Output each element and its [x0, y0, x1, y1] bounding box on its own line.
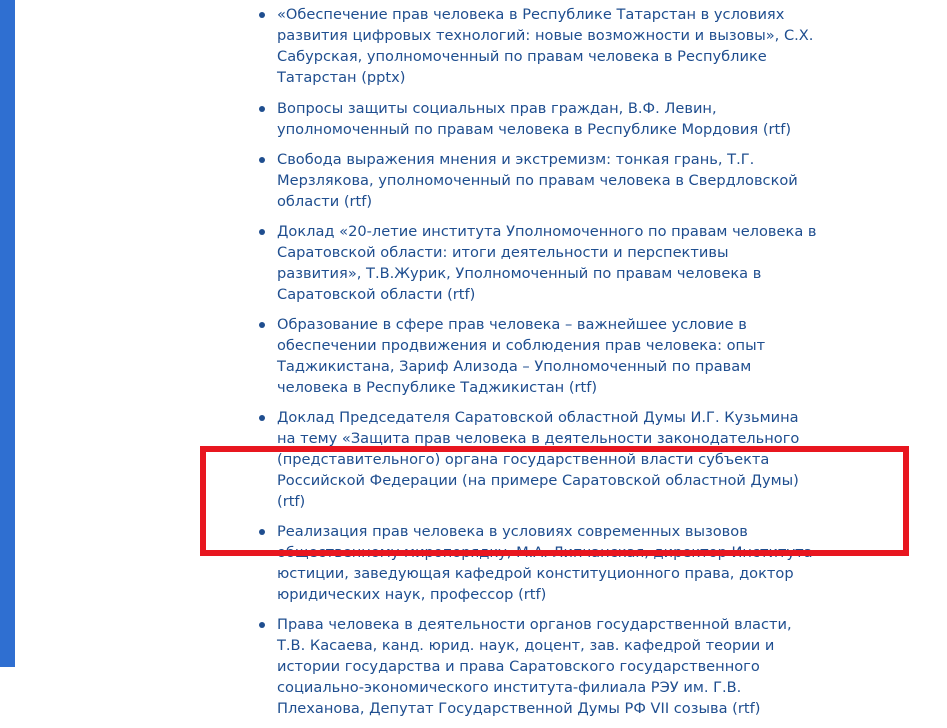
bullet-icon — [259, 529, 265, 535]
document-link[interactable]: «Обеспечение прав человека в Республике Татарстан в условиях развития цифровых технологий: новые возможности и вызовы», С.Х. Сабурская, уполномоченный по правам человека в Республике Татарстан (pptx) — [277, 6, 814, 86]
bullet-icon — [259, 12, 265, 18]
list-item — [277, 221, 817, 305]
document-link[interactable]: Образование в сфере прав человека – важнейшее условие в обеспечении продвижения и соблюдения прав человека: опыт Таджикистана, Зариф Ализода – Уполномоченный по правам человека в Республике Таджикистан (rtf) — [277, 316, 766, 396]
document-list — [277, 4, 817, 728]
document-link[interactable]: Доклад «20-летие института Уполномоченного по правам человека в Саратовской области: итоги деятельности и перспективы развития», Т.В.Журик, Уполномоченный по правам человека в Саратовской области (rtf) — [277, 223, 817, 303]
list-item — [277, 407, 817, 512]
document-link[interactable]: Реализация прав человека в условиях современных вызовов общественному миропорядку, М.А. Липчанская, директор Института юстиции, заведующая кафедрой конституционного права, доктор юридических наук, профессор (rtf) — [277, 523, 813, 603]
document-link[interactable]: Вопросы защиты социальных прав граждан, В.Ф. Левин, уполномоченный по правам человека в Республике Мордовия (rtf) — [277, 100, 792, 138]
list-item — [277, 98, 817, 140]
bullet-icon — [259, 415, 265, 421]
list-item — [277, 314, 817, 398]
list-item — [277, 149, 817, 212]
document-link[interactable]: Свобода выражения мнения и экстремизм: тонкая грань, Т.Г. Мерзлякова, уполномоченный по правам человека в Свердловской области (rtf) — [277, 151, 798, 210]
list-item-highlighted — [277, 521, 817, 605]
list-item — [277, 4, 817, 88]
bullet-icon — [259, 322, 265, 328]
bullet-icon — [259, 622, 265, 628]
bullet-icon — [259, 229, 265, 235]
bullet-icon — [259, 157, 265, 163]
document-link[interactable]: Права человека в деятельности органов государственной власти, Т.В. Касаева, канд. юрид. наук, доцент, зав. кафедрой теории и истории государства и права Саратовского государственного социально-экономического института-филиала РЭУ им. Г.В. Плеханова, Депутат Государственной Думы РФ VII созыва (rtf) — [277, 616, 792, 717]
left-accent-stripe — [0, 0, 15, 667]
bullet-icon — [259, 106, 265, 112]
document-link[interactable]: Доклад Председателя Саратовской областной Думы И.Г. Кузьмина на тему «Защита прав человека в деятельности законодательного (представительного) органа государственной власти субъекта Российской Федерации (на примере Саратовской областной Думы) (rtf) — [277, 409, 800, 510]
